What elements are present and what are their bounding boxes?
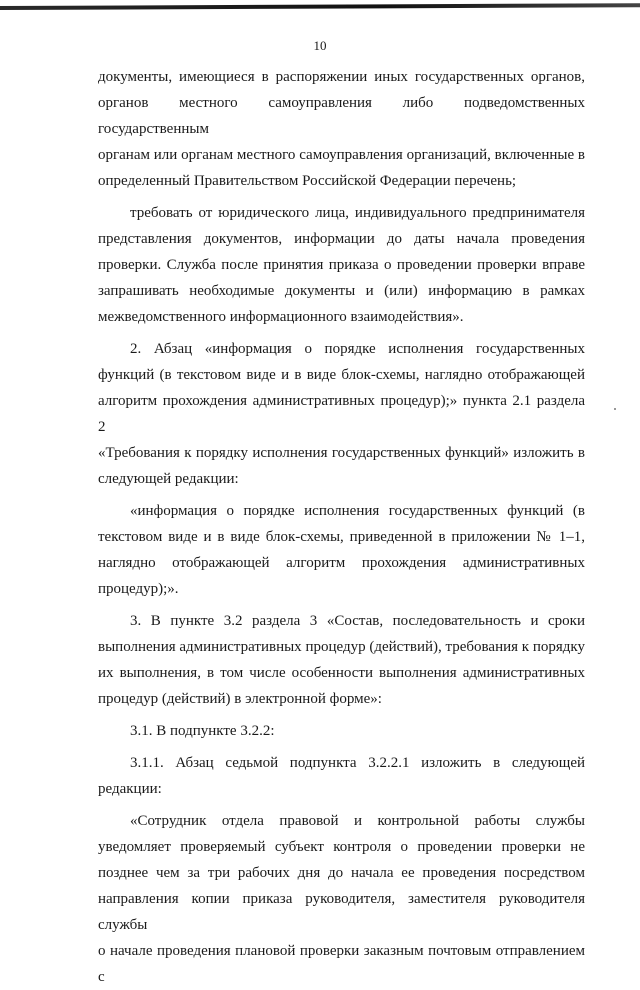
body-line: выполнения административных процедур (действий), требования к порядку: [98, 639, 585, 655]
body-line: 3.1.1. Абзац седьмой подпункта 3.2.2.1 изложить в следующей: [130, 755, 585, 771]
document-body: [98, 64, 585, 990]
body-line: о начале проведения плановой проверки заказным почтовым отправлением с: [98, 943, 585, 985]
body-line: процедур);».: [98, 581, 179, 597]
scan-top-border: [0, 3, 640, 10]
body-line: наглядно отображающей алгоритм прохождения административных: [98, 555, 585, 571]
body-line: текстовом виде и в виде блок-схемы, приведенной в приложении № 1–1,: [98, 529, 585, 545]
body-line: процедур (действий) в электронной форме»:: [98, 691, 382, 707]
body-line: направления копии приказа руководителя, заместителя руководителя службы: [98, 891, 585, 933]
body-line: проверки. Служба после принятия приказа о проведении проверки вправе: [98, 257, 585, 273]
body-line: определенный Правительством Российской Федерации перечень;: [98, 173, 517, 189]
body-line: уведомляет проверяемый субъект контроля о проведении проверки не: [98, 839, 585, 855]
body-line: органам или органам местного самоуправления организаций, включенные в: [98, 147, 585, 163]
body-line: их выполнения, в том числе особенности выполнения административных: [98, 665, 585, 681]
body-line: запрашивать необходимые документы и (или) информацию в рамках: [98, 283, 585, 299]
body-line: алгоритм прохождения административных процедур);» пункта 2.1 раздела 2: [98, 393, 585, 435]
scan-speck: [614, 408, 616, 410]
body-line: «Сотрудник отдела правовой и контрольной работы службы: [130, 813, 585, 829]
body-line: позднее чем за три рабочих дня до начала ее проведения посредством: [98, 865, 585, 881]
body-line: 2. Абзац «информация о порядке исполнения государственных: [130, 341, 585, 357]
body-line: 3.1. В подпункте 3.2.2:: [130, 723, 275, 739]
body-line: функций (в текстовом виде и в виде блок-схемы, наглядно отображающей: [98, 367, 585, 383]
body-line: «информация о порядке исполнения государственных функций (в: [130, 503, 585, 519]
body-line: 3. В пункте 3.2 раздела 3 «Состав, последовательность и сроки: [130, 613, 585, 629]
body-line: документы, имеющиеся в распоряжении иных государственных органов,: [98, 69, 585, 85]
body-line: межведомственного информационного взаимодействия».: [98, 309, 464, 325]
body-line: «Требования к порядку исполнения государственных функций» изложить в: [98, 445, 585, 461]
page-number: 10: [313, 38, 327, 53]
body-line: представления документов, информации до даты начала проведения: [98, 231, 585, 247]
body-line: требовать от юридического лица, индивидуального предпринимателя: [130, 205, 585, 221]
body-line: органов местного самоуправления либо подведомственных государственным: [98, 95, 585, 137]
body-line: следующей редакции:: [98, 471, 239, 487]
body-line: редакции:: [98, 781, 162, 797]
